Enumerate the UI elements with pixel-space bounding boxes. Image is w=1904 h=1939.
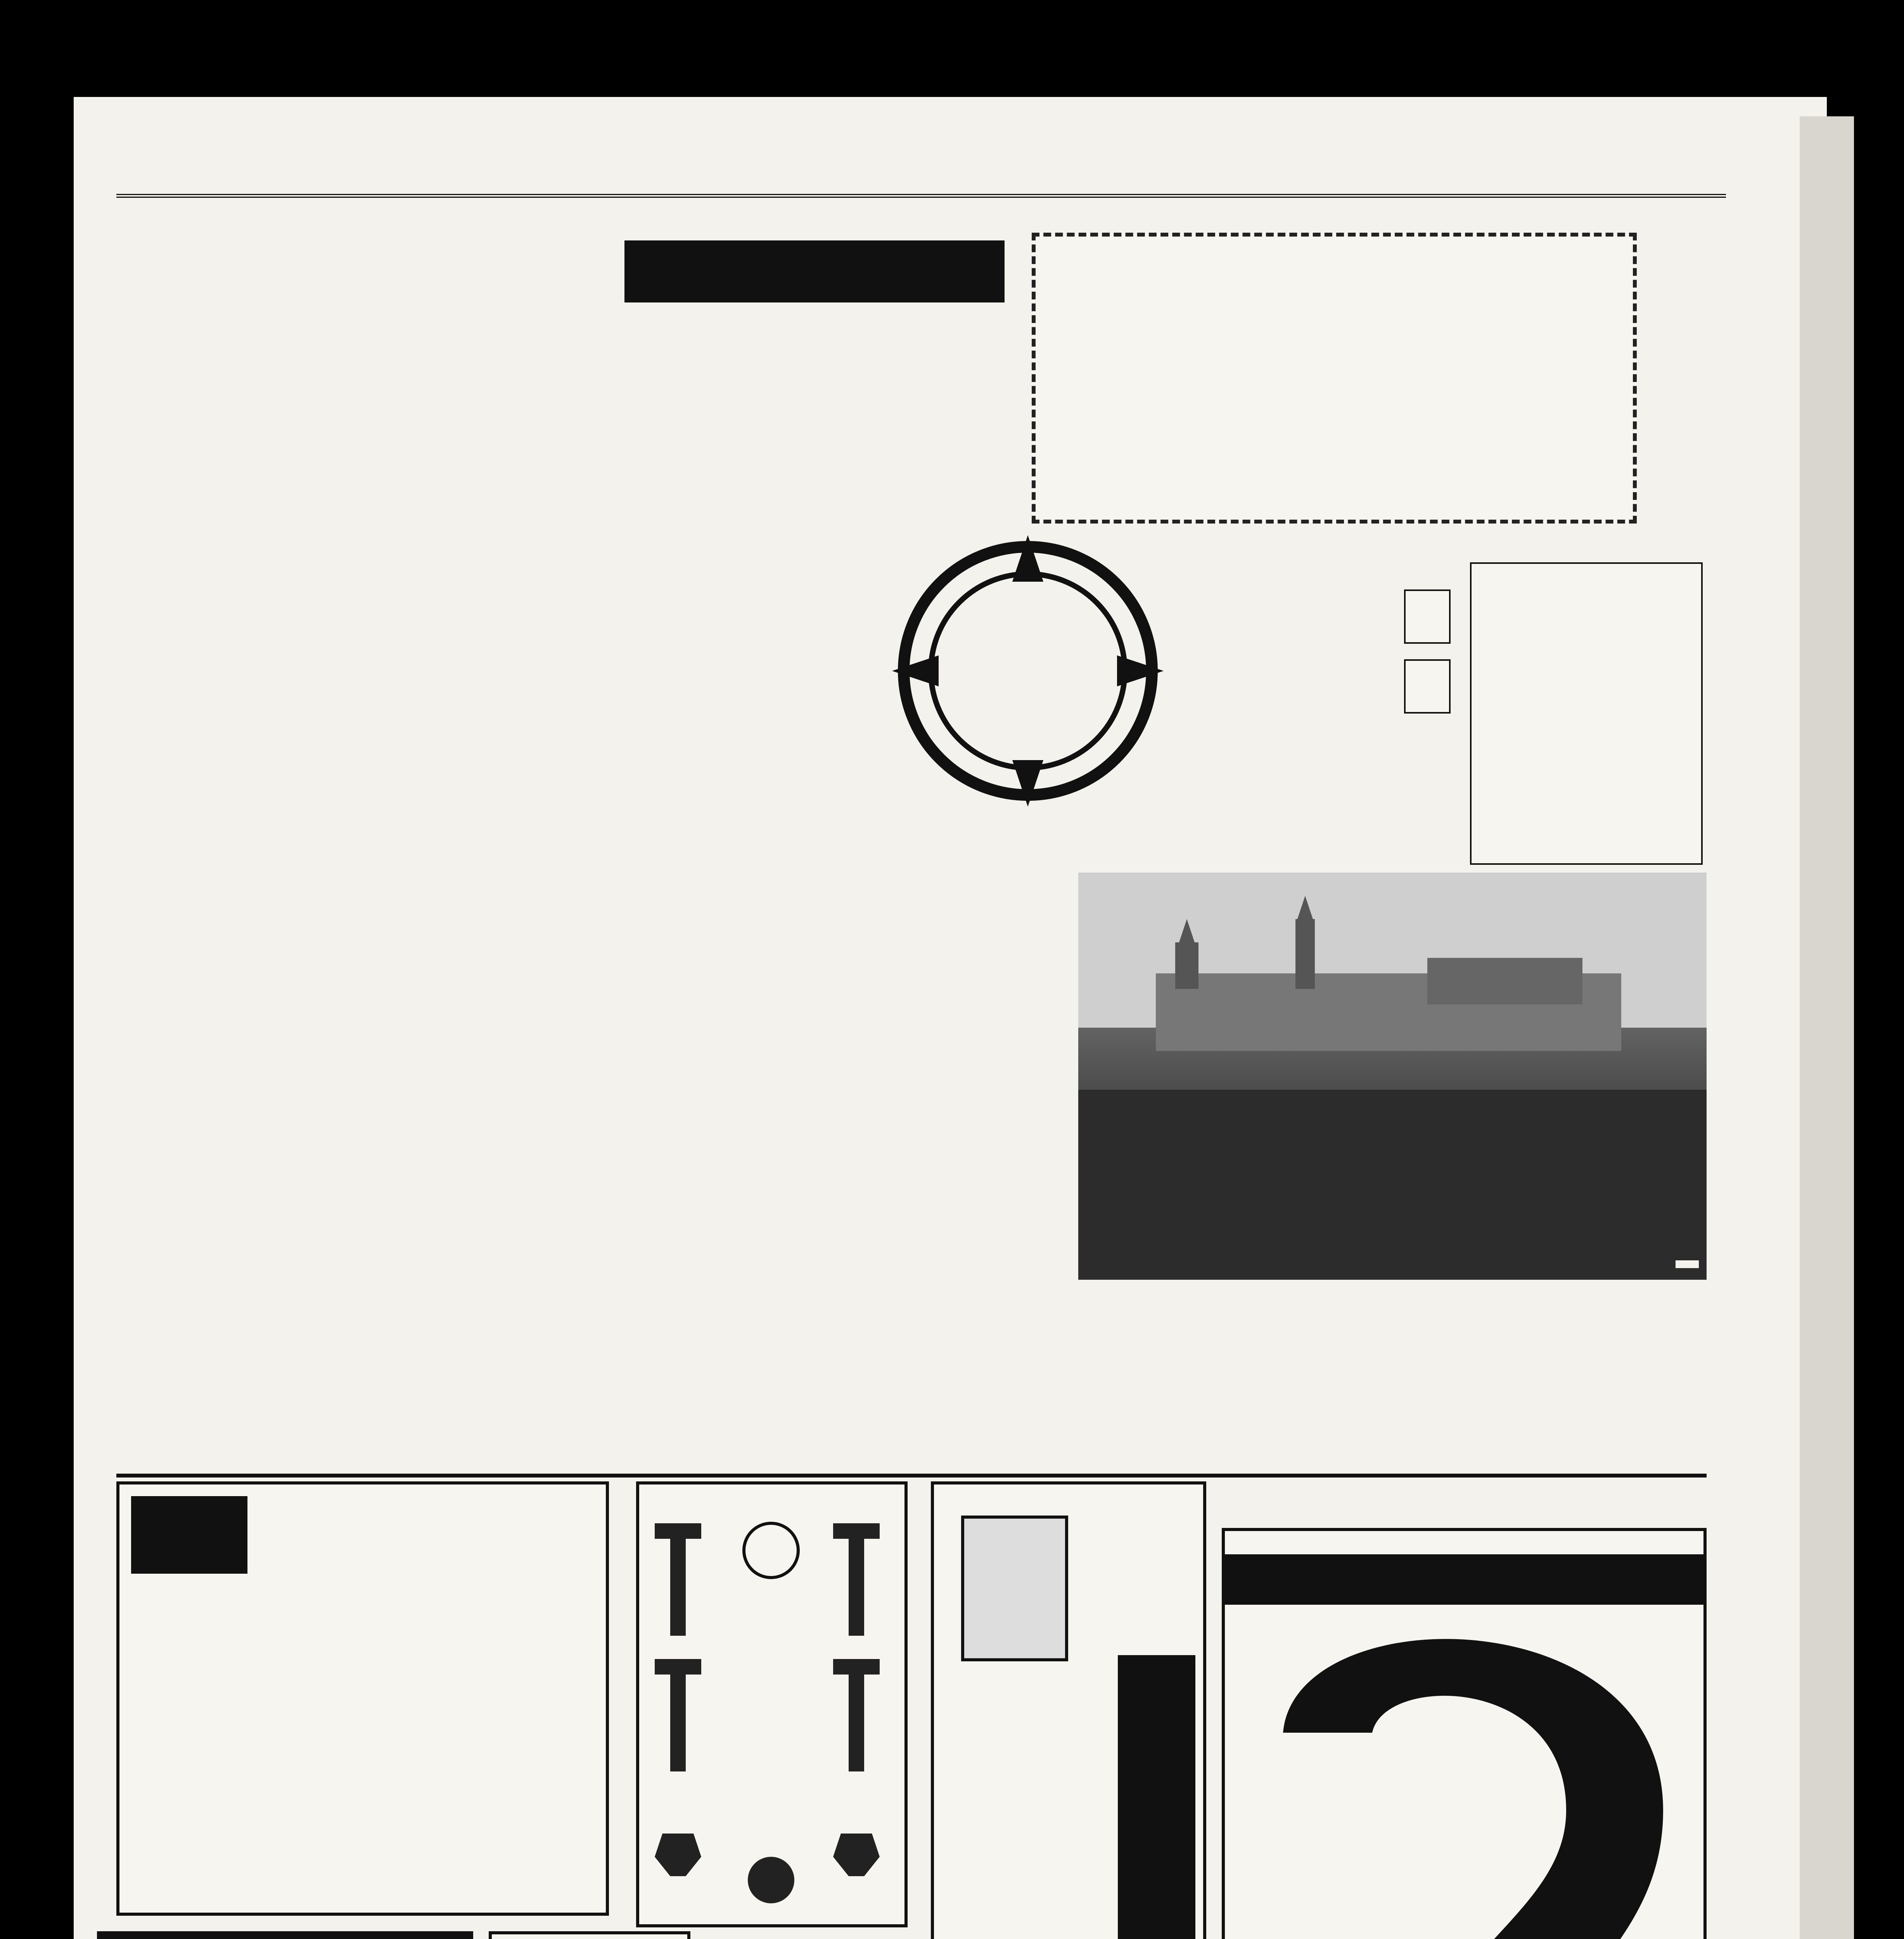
literary-banner xyxy=(624,240,1005,302)
medicine-banner xyxy=(1225,1554,1703,1605)
family-letter-label-2 xyxy=(1404,659,1451,714)
poetry-box xyxy=(1470,562,1703,865)
emblem-character xyxy=(892,535,1164,807)
photo-caption xyxy=(1676,1260,1699,1268)
family-letter-label-1 xyxy=(1404,589,1451,644)
ad-radio xyxy=(97,1931,473,1939)
literary-box xyxy=(1032,233,1637,524)
kremlin-photo xyxy=(1078,873,1707,1280)
medicine-arrow xyxy=(1236,1616,1694,1939)
literary-text xyxy=(1047,244,1621,516)
central-text xyxy=(628,853,1063,1458)
play-subtitle xyxy=(853,341,884,458)
ad-medicine xyxy=(1222,1528,1707,1939)
kremlin-skyline xyxy=(1078,873,1707,1280)
cigarette-pack xyxy=(961,1516,1068,1661)
radio-title1 xyxy=(100,1934,470,1939)
photo-note xyxy=(1078,1284,1707,1311)
serial-part xyxy=(144,822,167,938)
ad-bolts xyxy=(636,1481,908,1927)
play-title xyxy=(911,322,958,446)
serial-title xyxy=(171,527,221,818)
ad-tb-box-graphic xyxy=(131,1496,247,1574)
ad-cigarette xyxy=(931,1481,1206,1939)
play-text-left xyxy=(163,209,621,496)
newspaper-emblem xyxy=(892,535,1164,807)
ad-tb-medicine xyxy=(116,1481,609,1916)
cigarette-brand xyxy=(1118,1655,1195,1939)
corner-label xyxy=(1652,217,1699,489)
ad-ballgame xyxy=(489,1931,690,1939)
family-letter-text xyxy=(1195,535,1396,853)
poem-lines xyxy=(1479,572,1658,851)
bolts-graphic xyxy=(639,1484,903,1923)
play-author xyxy=(815,341,838,442)
ads-divider xyxy=(116,1474,1707,1478)
masthead xyxy=(116,167,1726,198)
serial-author xyxy=(171,923,202,993)
lower-left-text xyxy=(136,1156,621,1458)
page-edge xyxy=(1800,116,1854,1939)
